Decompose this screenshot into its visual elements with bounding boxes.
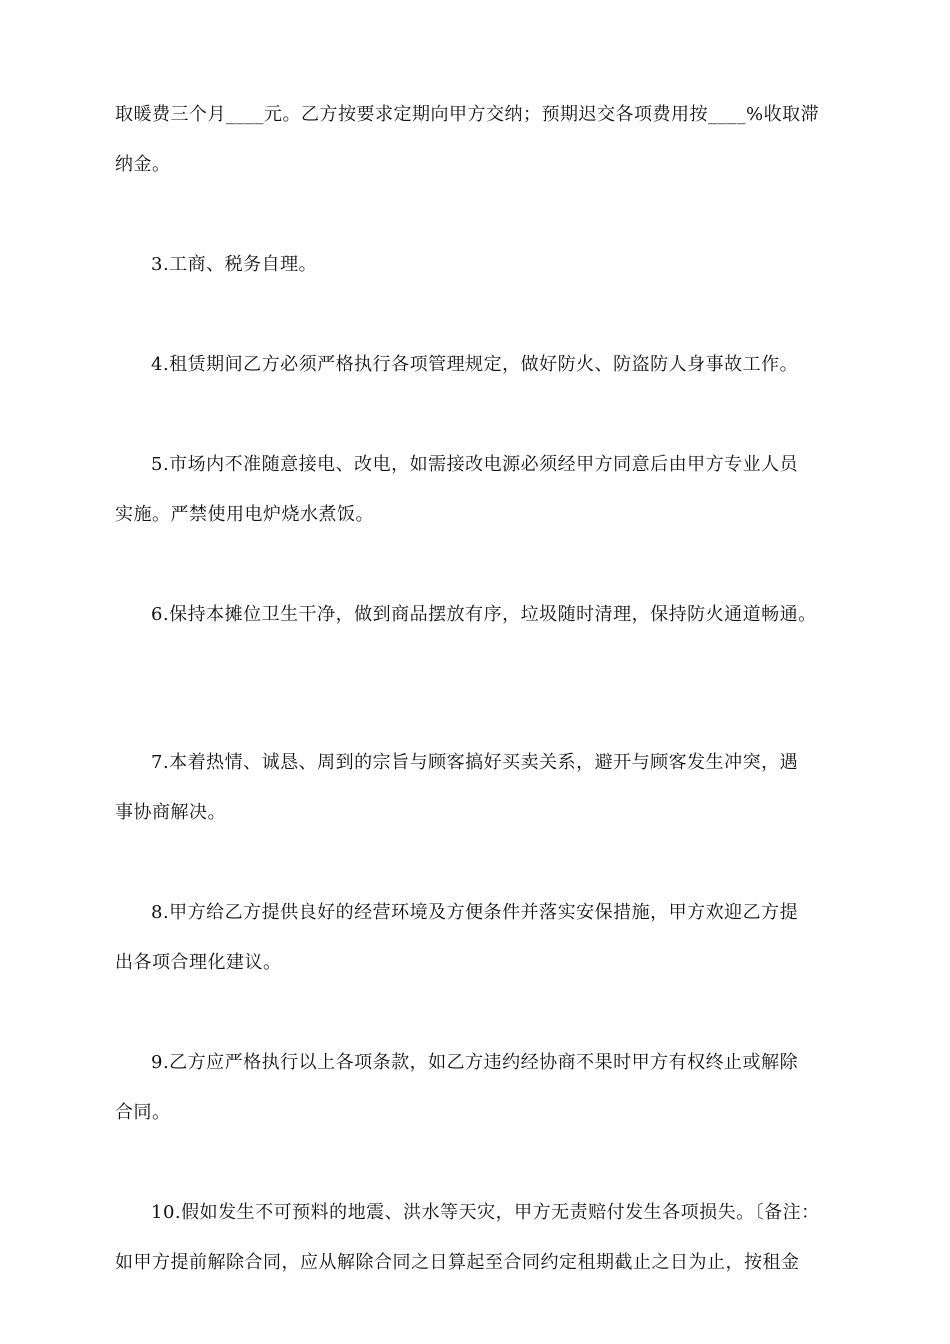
paragraph-line: 3.工商、税务自理。 bbox=[151, 254, 318, 275]
paragraph-line: 9.乙方应严格执行以上各项条款，如乙方违约经协商不果时甲方有权终止或解除 bbox=[151, 1052, 799, 1073]
paragraph-line: 合同。 bbox=[115, 1102, 171, 1123]
paragraph-line: 出各项合理化建议。 bbox=[115, 952, 282, 973]
paragraph-line: 如甲方提前解除合同，应从解除合同之日算起至合同约定租期截止之日为止，按租金 bbox=[115, 1252, 800, 1273]
paragraph-clause-10 bbox=[115, 1188, 840, 1288]
paragraph-clause-6 bbox=[115, 590, 840, 640]
paragraph-line: 取暖费三个月____元。乙方按要求定期向甲方交纳；预期迟交各项费用按____%收取滞 bbox=[115, 104, 820, 125]
paragraph-line: 10.假如发生不可预料的地震、洪水等天灾，甲方无责赔付发生各项损失。〔备注： bbox=[151, 1202, 820, 1223]
paragraph-line: 实施。严禁使用电炉烧水煮饭。 bbox=[115, 504, 374, 525]
paragraph-line: 8.甲方给乙方提供良好的经营环境及方便条件并落实安保措施，甲方欢迎乙方提 bbox=[151, 902, 799, 923]
paragraph-clause-4 bbox=[115, 340, 840, 390]
paragraph-clause-9 bbox=[115, 1038, 840, 1138]
paragraph-line: 6.保持本摊位卫生干净，做到商品摆放有序，垃圾随时清理，保持防火通道畅通。 bbox=[151, 604, 817, 625]
paragraph-clause-8 bbox=[115, 888, 840, 988]
paragraph-clause-7 bbox=[115, 738, 840, 838]
paragraph-line: 事协商解决。 bbox=[115, 802, 226, 823]
paragraph-heating-fee bbox=[115, 90, 840, 190]
paragraph-clause-3 bbox=[115, 240, 840, 290]
paragraph-line: 5.市场内不准随意接电、改电，如需接改电源必须经甲方同意后由甲方专业人员 bbox=[151, 454, 799, 475]
paragraph-line: 7.本着热情、诚恳、周到的宗旨与顾客搞好买卖关系，避开与顾客发生冲突，遇 bbox=[151, 752, 799, 773]
paragraph-line: 纳金。 bbox=[115, 154, 171, 175]
paragraph-line: 4.租赁期间乙方必须严格执行各项管理规定，做好防火、防盗防人身事故工作。 bbox=[151, 354, 799, 375]
paragraph-clause-5 bbox=[115, 440, 840, 540]
